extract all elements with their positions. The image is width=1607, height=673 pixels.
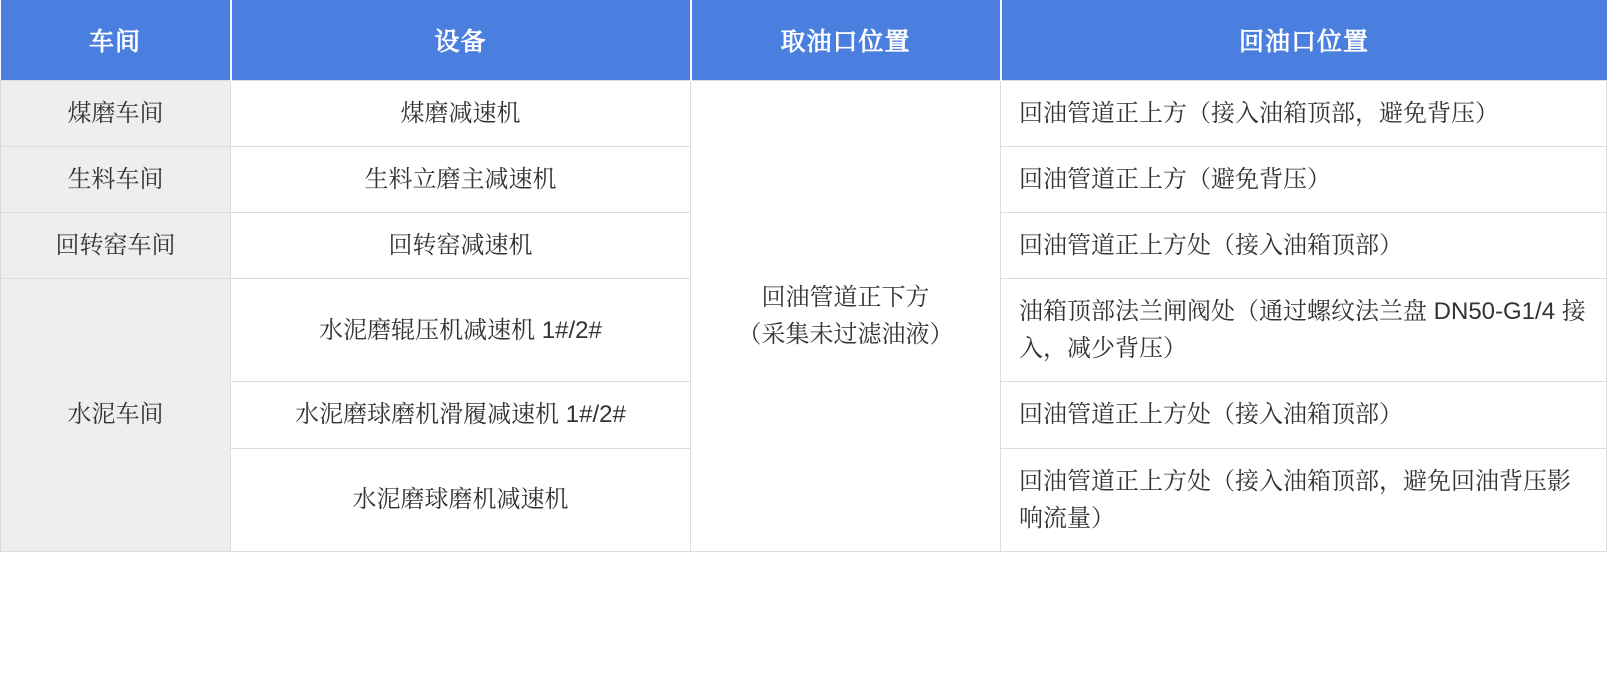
cell-workshop: 水泥车间 — [1, 279, 231, 552]
intake-port-line-2: （采集未过滤油液） — [737, 320, 954, 348]
cell-workshop: 煤磨车间 — [1, 80, 231, 146]
column-header-intake-port: 取油口位置 — [691, 0, 1001, 80]
cell-return-port: 回油管道正上方（接入油箱顶部，避免背压） — [1001, 80, 1607, 146]
cell-equipment: 生料立磨主减速机 — [231, 146, 691, 212]
cell-workshop: 生料车间 — [1, 146, 231, 212]
cell-return-port: 回油管道正上方处（接入油箱顶部，避免回油背压影响流量） — [1001, 448, 1607, 551]
cell-equipment: 水泥磨辊压机减速机 1#/2# — [231, 279, 691, 382]
column-header-equipment: 设备 — [231, 0, 691, 80]
column-header-workshop: 车间 — [1, 0, 231, 80]
cell-return-port: 回油管道正上方（避免背压） — [1001, 146, 1607, 212]
cell-return-port: 回油管道正上方处（接入油箱顶部） — [1001, 212, 1607, 278]
cell-equipment: 水泥磨球磨机减速机 — [231, 448, 691, 551]
cell-return-port: 油箱顶部法兰闸阀处（通过螺纹法兰盘 DN50-G1/4 接入，减少背压） — [1001, 279, 1607, 382]
cell-workshop: 回转窑车间 — [1, 212, 231, 278]
column-header-return-port: 回油口位置 — [1001, 0, 1607, 80]
cell-intake-port — [691, 80, 1001, 552]
cell-equipment: 回转窑减速机 — [231, 212, 691, 278]
cell-return-port: 回油管道正上方处（接入油箱顶部） — [1001, 382, 1607, 448]
table-row — [1, 80, 1607, 146]
intake-port-line-1: 回油管道正下方 — [761, 283, 930, 311]
table-header-row — [1, 0, 1607, 80]
cell-equipment: 水泥磨球磨机滑履减速机 1#/2# — [231, 382, 691, 448]
table-header — [1, 0, 1607, 80]
cell-equipment: 煤磨减速机 — [231, 80, 691, 146]
table-body — [1, 80, 1607, 552]
